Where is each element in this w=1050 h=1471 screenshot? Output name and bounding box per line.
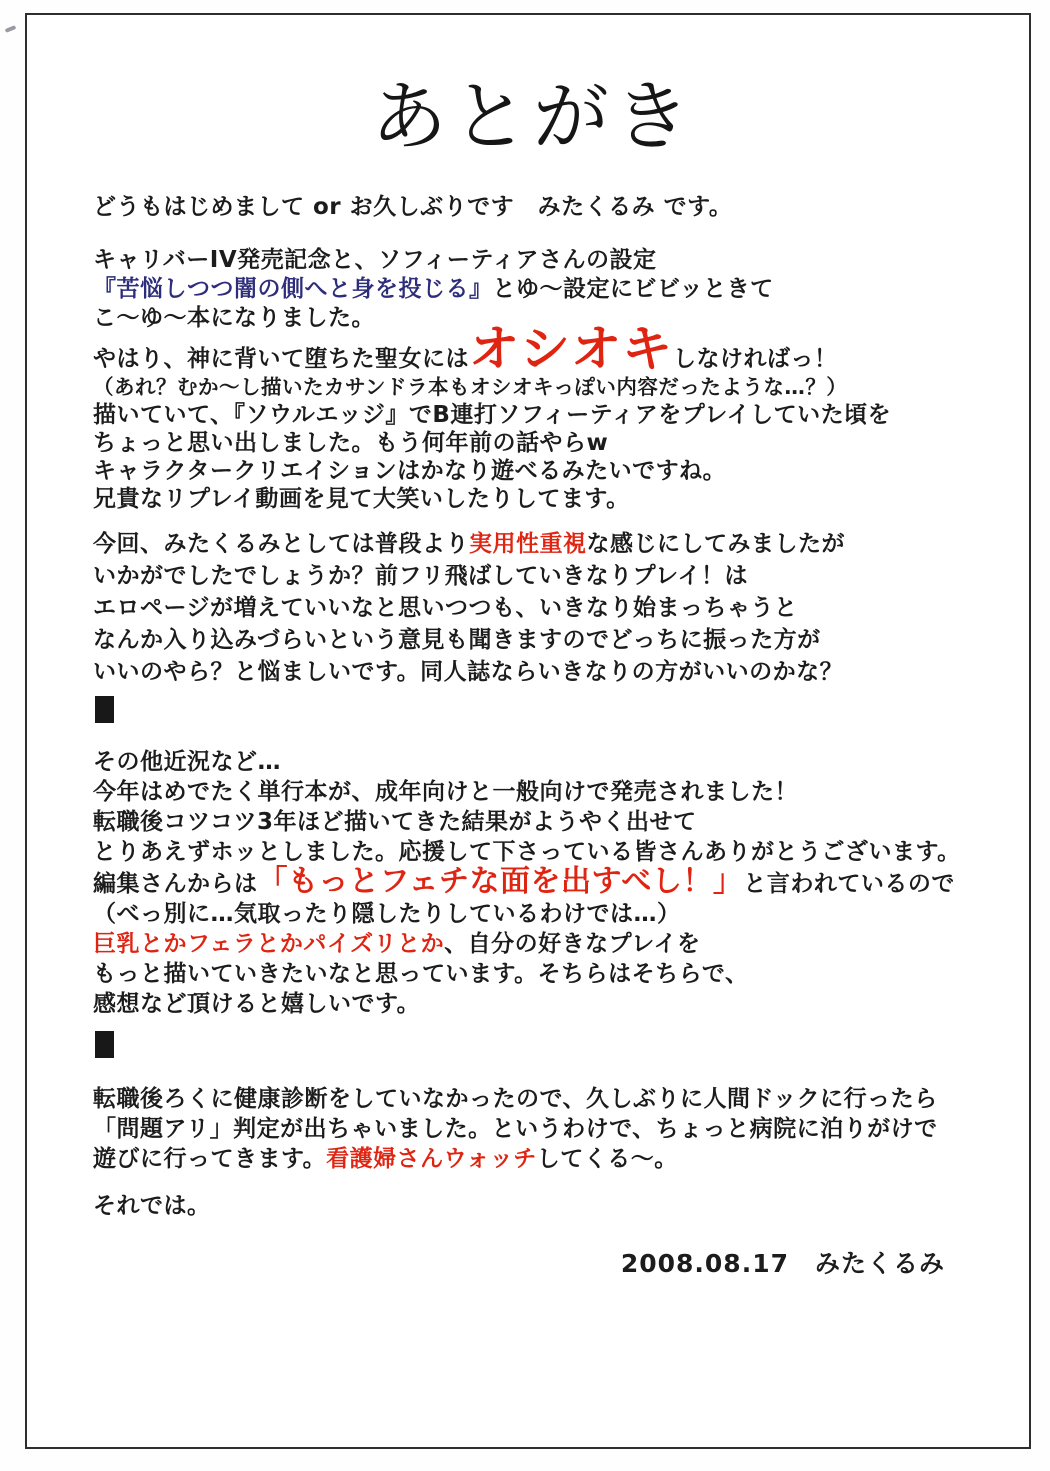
news-line-6-aside [93,899,973,929]
fetish-red-text: 巨乳とかフェラとかパイズリとか [93,931,445,957]
punish-line-6-text: 兄貴なリプレイ動画を見て大笑いしたりしてます。 [93,486,630,512]
news-line-3-text: 転職後コツコツ3年ほど描いてきた結果がようやく出せて [93,809,697,835]
practical-line-2 [93,560,973,592]
punish-line-1-post: しなければっ！ [673,346,838,372]
signature-name: みたくるみ [814,1249,945,1278]
news-line-8 [93,959,973,989]
punish-line-1-pre: やはり、神に背いて堕ちた聖女には [93,346,469,372]
punish-line-1 [93,320,973,378]
practical-line-3 [93,592,973,624]
page-title: あとがき [371,72,695,161]
news-line-7-post: 、自分の好きなプレイを [444,931,701,957]
practical-line-4-text: なんか入り込みづらいという意見も聞きますのでどっちに振った方が [93,627,821,653]
practical-line-5 [93,656,973,688]
news-line-9 [93,989,973,1019]
health-paragraph [93,1084,973,1174]
health-line-2 [93,1114,973,1144]
punish-line-3 [93,401,973,429]
section-marker-square-1 [95,696,114,723]
health-line-1-text: 転職後ろくに健康診断をしていなかったので、久しぶりに人間ドックに行ったら [93,1086,938,1112]
news-line-2 [93,777,973,807]
nurse-watch-red-text: 看護婦さんウォッチ [326,1146,537,1172]
news-line-1 [93,747,973,777]
intro-line-2-rest: とゆ〜設定にビビッときて [492,276,774,302]
punish-line-6 [93,485,973,513]
health-line-2-text: 「問題アリ」判定が出ちゃいました。というわけで、ちょっと病院に泊りがけで [93,1116,938,1142]
health-line-3-pre: 遊びに行ってきます。 [93,1146,327,1172]
news-line-3 [93,807,973,837]
news-line-2-text: 今年はめでたく単行本が、成年向けと一般向けで発売されました！ [93,779,798,805]
practical-red-emphasis: 実用性重視 [469,531,587,557]
intro-line-1-text: キャリバーIV発売記念と、ソフィーティアさんの設定 [93,247,657,273]
punish-line-5-text: キャラクタークリエイションはかなり遊べるみたいですね。 [93,458,727,484]
punish-line-2-aside [93,373,973,401]
news-line-1-text: その他近況など… [93,749,281,775]
punish-line-4-text: ちょっと思い出しました。もう何年前の話やらw [93,430,609,456]
intro-line-3-text: こ〜ゆ〜本になりました。 [93,305,375,331]
news-line-4-text: とりあえずホッとしました。応援して下さっている皆さんありがとうございます。 [93,839,961,865]
health-line-1 [93,1084,973,1114]
news-line-5-pre: 編集さんからは [93,871,258,897]
news-line-8-text: もっと描いていきたいなと思っています。そちらはそちらで、 [93,961,749,987]
news-line-4 [93,837,973,867]
health-line-3 [93,1144,973,1174]
punish-line-2-text: （あれ？むか〜し描いたカサンドラ本もオシオキっぽい内容だったような…？） [93,375,848,399]
practical-line-4 [93,624,973,656]
news-line-5-post: と言われているので [743,871,955,897]
closing-line: それでは。 [93,1193,211,1219]
practical-line-1-post: な感じにしてみましたが [586,531,845,557]
signature-line [93,1244,973,1280]
practical-line-1-pre: 今回、みたくるみとしては普段より [93,531,469,557]
news-line-7 [93,929,973,959]
punish-line-4 [93,429,973,457]
intro-line-1 [93,246,973,275]
news-line-6-text: （べっ別に…気取ったり隠したりしているわけでは…） [93,901,681,927]
news-line-9-text: 感想など頂けると嬉しいです。 [93,991,421,1017]
health-line-3-post: してくる〜。 [536,1146,678,1172]
news-paragraph [93,747,973,1019]
practical-line-2-text: いかがでしたでしょうか？前フリ飛ばしていきなりプレイ！は [93,563,749,589]
punish-line-5 [93,457,973,485]
greeting-line: どうもはじめまして or お久しぶりです みたくるみ です。 [93,194,733,220]
news-line-5-editor-quote [93,864,973,899]
practical-line-5-text: いいのやら？と悩ましいです。同人誌ならいきなりの方がいいのかな？ [93,659,844,685]
oshioki-big-red-text: オシオキ [469,320,673,378]
page-border-frame [25,13,1031,1449]
intro-line-2 [93,275,973,304]
punishment-paragraph [93,320,973,513]
practical-paragraph [93,528,973,688]
blue-highlight-quote: 『苦悩しつつ闇の側へと身を投じる』 [93,276,493,302]
practical-line-3-text: エロページが増えていいなと思いつつも、いきなり始まっちゃうと [93,595,798,621]
punish-line-3-text: 描いていて、『ソウルエッジ』でB連打ソフィーティアをプレイしていた頃を [93,402,892,428]
editor-quote-red-text: 「もっとフェチな面を出すべし！」 [257,864,744,899]
practical-line-1 [93,528,973,560]
scan-speck [5,25,17,33]
signature-date: 2008.08.17 [620,1249,789,1278]
section-marker-square-2 [95,1031,114,1058]
